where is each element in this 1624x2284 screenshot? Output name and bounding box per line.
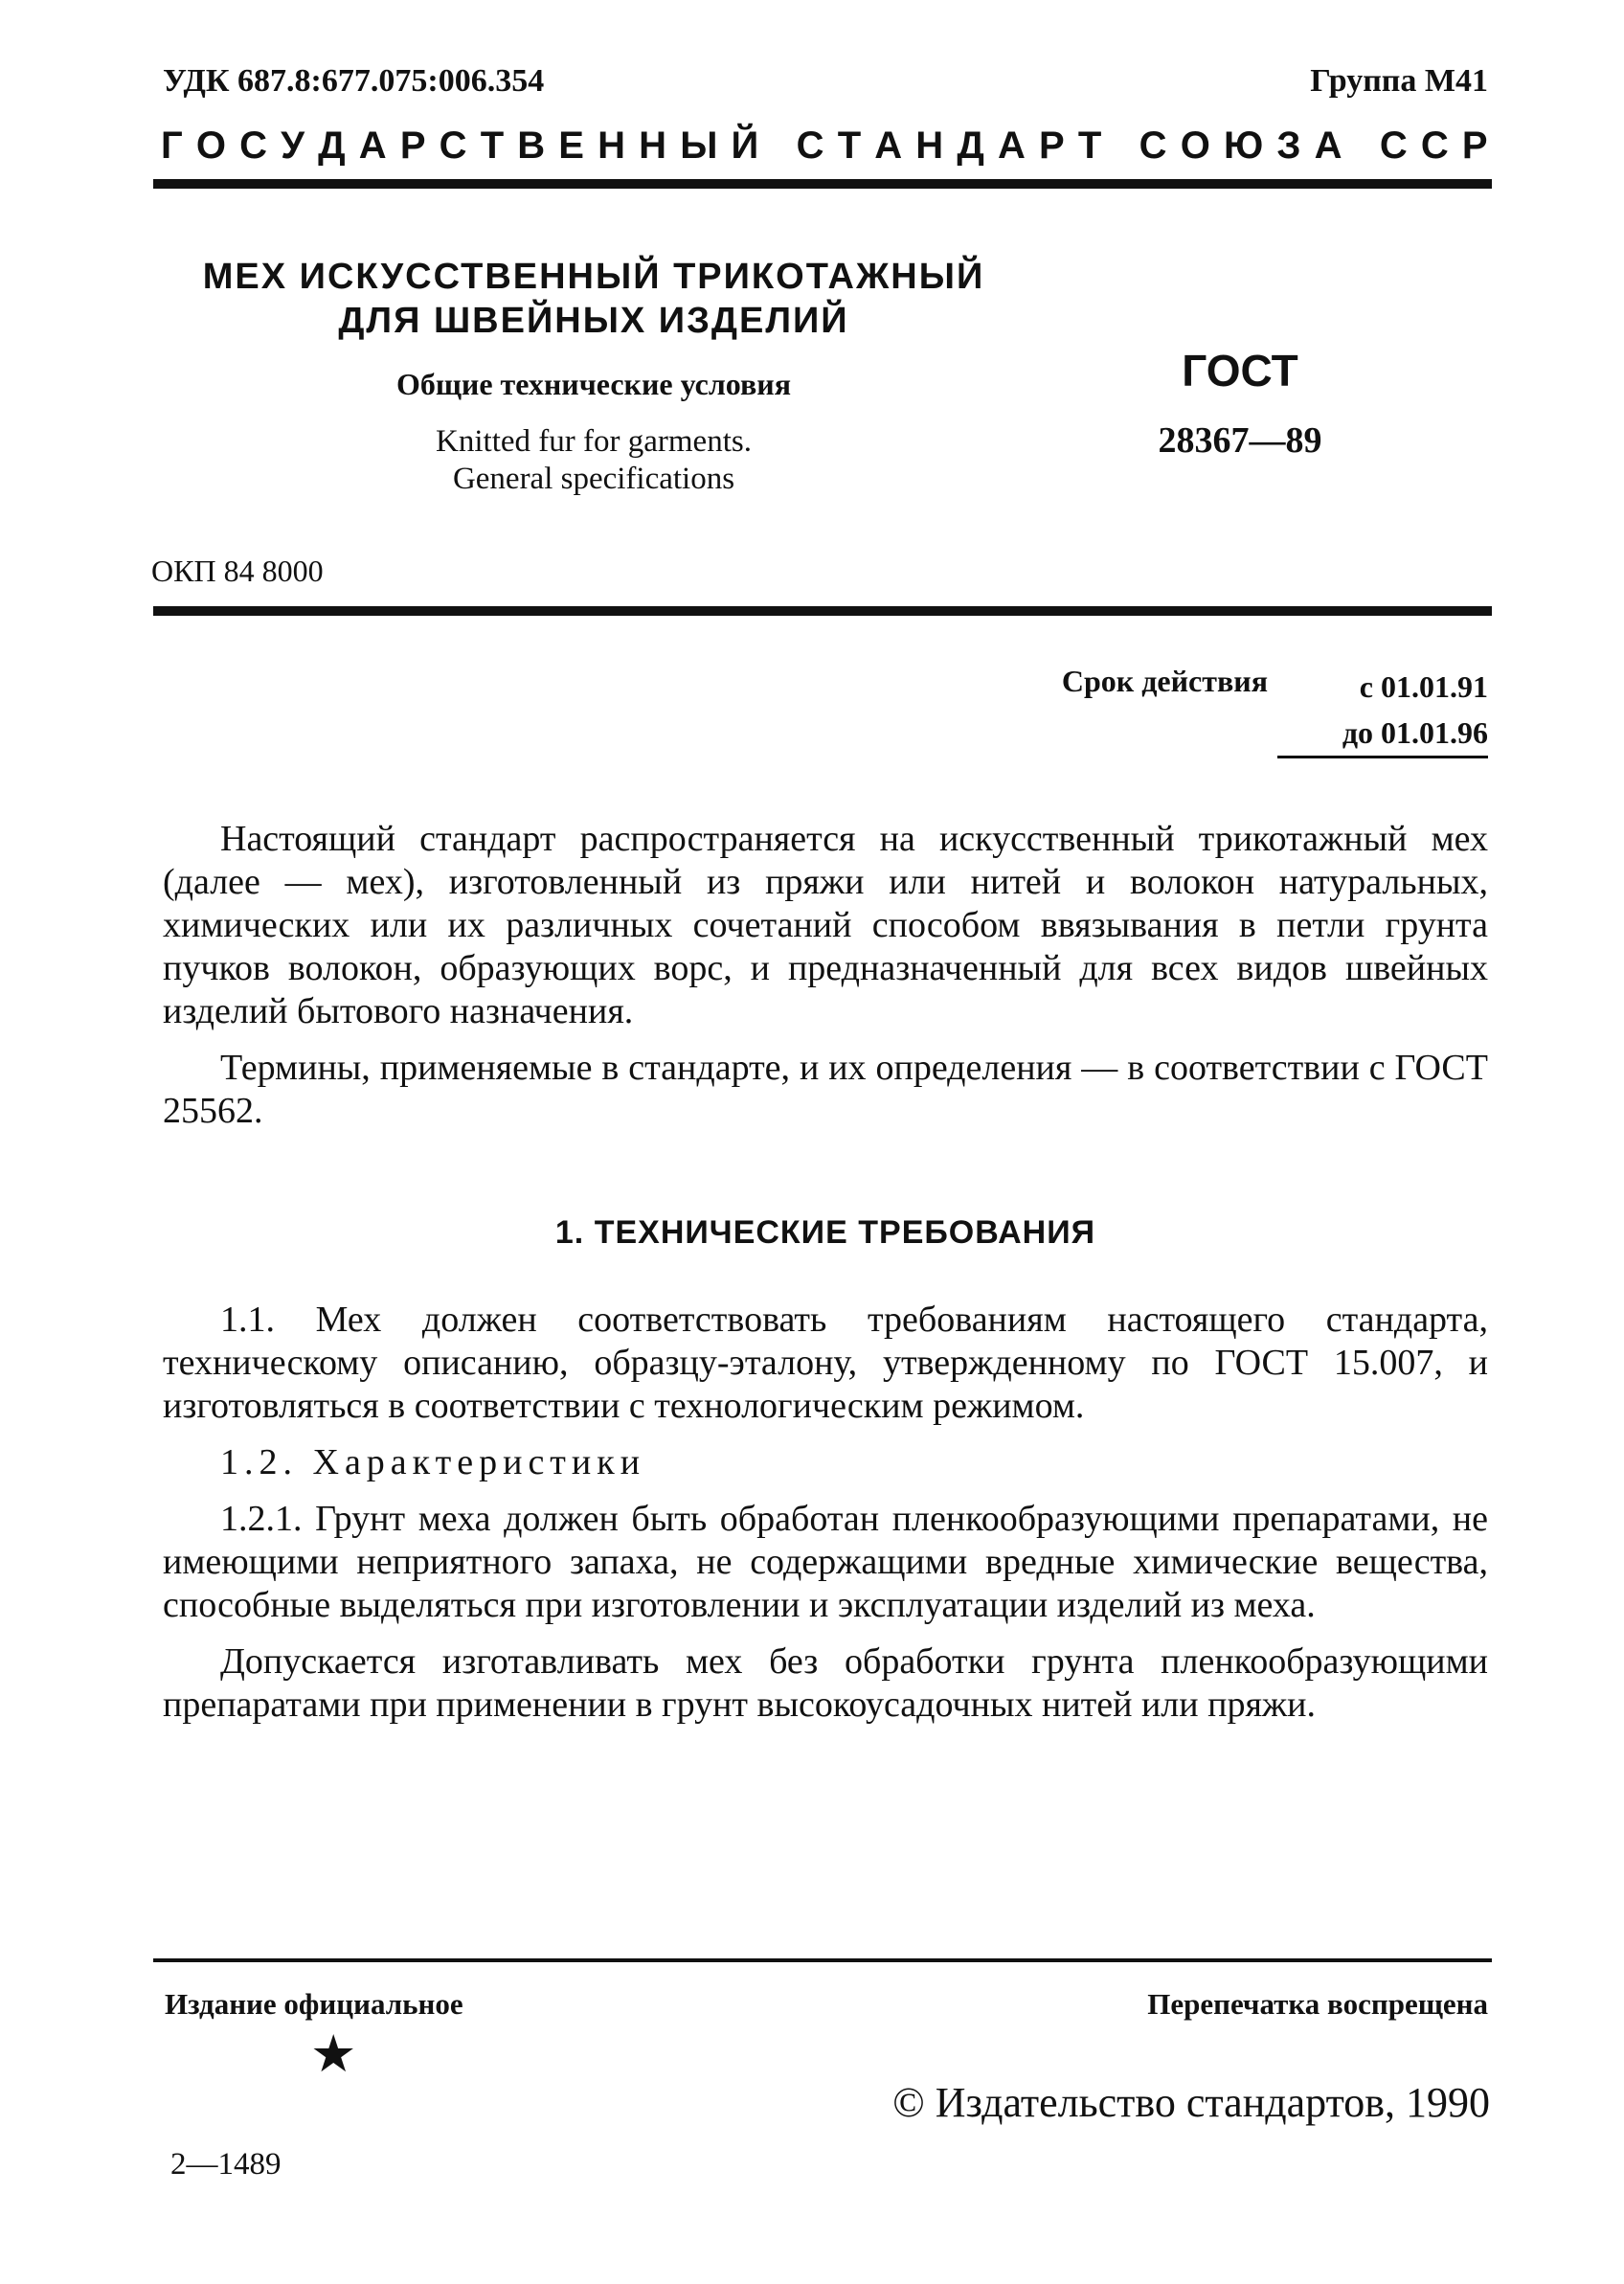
heading-letter: У [281,124,305,167]
heading-letter: В [517,124,546,167]
document-subtitle: Общие технические условия [395,367,792,401]
title-rule [153,606,1492,616]
gost-number: 28367—89 [1158,420,1322,461]
heading-letter: А [997,124,1026,167]
heading-space [772,124,782,168]
heading-letter: С [239,124,267,167]
heading-letter: Р [1461,124,1488,167]
intro-text [163,818,1488,1146]
heading-space [1356,124,1366,168]
document-title-line2: ДЛЯ ШВЕЙНЫХ ИЗДЕЛИЙ [338,301,849,341]
heading-letter: Г [161,124,183,167]
validity-dates [1342,664,1488,756]
section1-text [163,1299,1488,1740]
heading-letter: Т [480,124,505,167]
header-rule [153,179,1492,189]
gost-label: ГОСТ [1182,346,1298,396]
clause-1-2: 1.2. Характеристики [220,1442,646,1482]
heading-letter: С [1420,124,1449,167]
heading-letter: Ю [1223,124,1264,167]
heading-letter: Т [837,124,862,167]
clause-1-2-1: 1.2.1. Грунт меха должен быть обработан пленкообразующими препаратами, не имеющими неприятного запаха, не содержащими вредные химические вещества, способные выделяться при изготовлении и эксплуатации изделий из меха. [163,1499,1488,1625]
heading-letter: С [1379,124,1408,167]
english-title-line2: General specifications [452,462,735,496]
heading-letter: Ы [680,124,718,167]
footer-rule [153,1958,1492,1962]
document-title-line1: МЕХ ИСКУССТВЕННЫЙ ТРИКОТАЖНЫЙ [202,257,985,297]
gost-designation [1130,345,1350,462]
clause-1-1: 1.1. Мех должен соответствовать требованиям настоящего стандарта, техническому описанию, образцу-эталону, утвержденному по ГОСТ 15.007, и изготовляться в соответствии с технологическим режимом. [163,1300,1488,1426]
validity-from: с 01.01.91 [1359,669,1488,704]
section-heading: 1. ТЕХНИЧЕСКИЕ ТРЕБОВАНИЯ [554,1214,1096,1251]
allowance-paragraph: Допускается изготавливать мех без обработки грунта пленкообразующими препаратами при применении в грунт высокоусадочных нитей или пряжи. [163,1641,1488,1725]
heading-letter: С [796,124,824,167]
heading-letter: З [1276,124,1301,167]
validity-underline [1277,756,1488,758]
heading-letter: Р [1039,124,1065,167]
heading-letter: Н [915,124,944,167]
copyright-notice: © Издательство стандартов, 1990 [892,2079,1490,2126]
group-code: Группа М41 [1310,63,1488,99]
official-edition-note: Издание официальное [165,1987,463,2021]
reprint-prohibited-note: Перепечатка воспрещена [1147,1987,1488,2021]
validity-block [1009,664,1488,769]
intro-paragraph: Термины, применяемые в стандарте, и их определения — в соответствии с ГОСТ 25562. [163,1048,1488,1131]
heading-letter: Н [598,124,626,167]
print-code: 2—1489 [170,2147,282,2182]
heading-letter: С [439,124,467,167]
heading-letter: О [1180,124,1210,167]
intro-paragraph: Настоящий стандарт распространяется на искусственный трикотажный мех (далее — мех), изготовленный из пряжи или нитей и волокон натуральных, химических или их различных сочетаний способом ввязывания в петли грунта пучков волокон, образующих ворс, и предназначенный для всех видов швейных изделий бытового назначения. [163,819,1488,1031]
star-icon: ★ [310,2025,357,2083]
udk-code: УДК 687.8:677.075:006.354 [163,63,545,99]
okp-code: ОКП 84 8000 [151,554,324,588]
heading-letter: Д [318,124,346,167]
heading-letter: Т [1077,124,1102,167]
heading-letter: Н [639,124,667,167]
heading-letter: Е [558,124,584,167]
english-title-line1: Knitted fur for garments. [436,424,752,459]
heading-letter: Р [399,124,426,167]
state-standard-heading [161,124,1488,168]
heading-letter: А [1314,124,1342,167]
heading-space [1115,124,1125,168]
validity-label: Срок действия [1061,664,1268,698]
heading-letter: С [1139,124,1167,167]
heading-letter: Д [957,124,984,167]
heading-letter: О [195,124,226,167]
heading-letter: А [358,124,387,167]
heading-letter: Й [731,124,759,167]
heading-letter: А [874,124,903,167]
validity-to: до 01.01.96 [1342,715,1488,750]
